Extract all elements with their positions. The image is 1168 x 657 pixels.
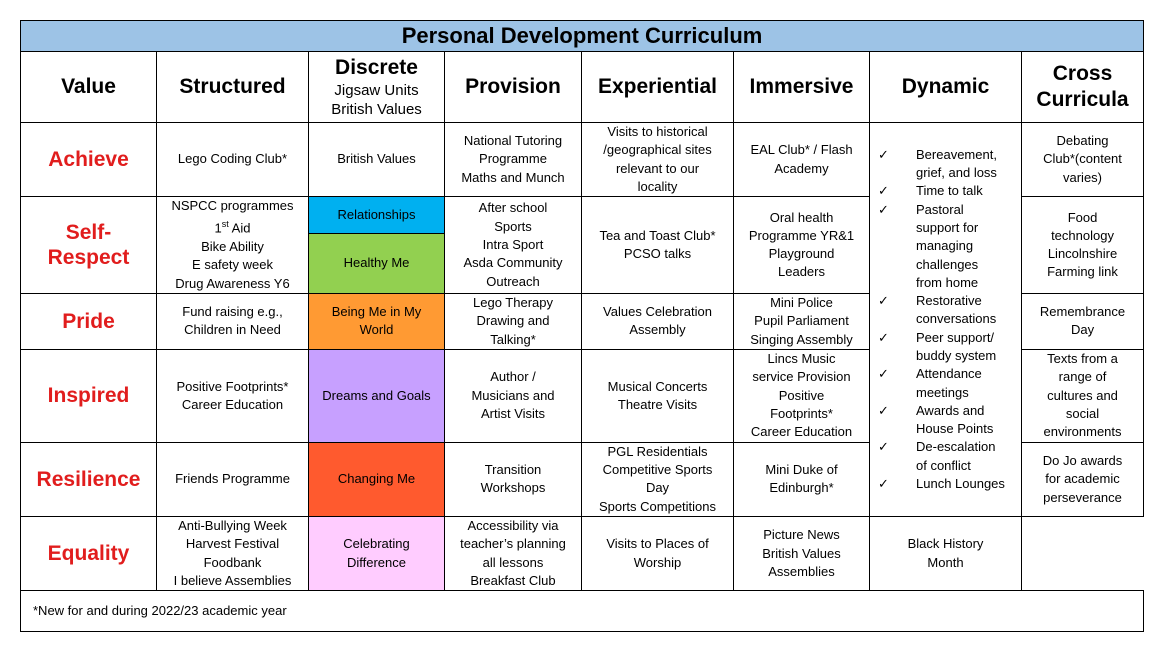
header-cross-line2: Curricula: [1036, 88, 1129, 111]
dynamic-list: [878, 146, 1017, 494]
cell-line: Pupil Parliament: [754, 313, 849, 329]
cell-line: Month: [927, 554, 964, 570]
cell-line: Foodbank: [203, 554, 262, 570]
cell-line: Bike Ability: [201, 239, 264, 255]
cell-line: EAL Club* / Flash: [750, 142, 853, 158]
list-item: [878, 201, 1017, 292]
check-icon: ✓: [878, 439, 889, 455]
list-item: [878, 365, 1017, 402]
cell-line: Children in Need: [184, 322, 281, 338]
cell-line: Singing Assembly: [750, 331, 853, 347]
check-icon: ✓: [878, 366, 889, 382]
cell-line: for academic: [1045, 471, 1120, 487]
immersive-cell: [734, 294, 870, 350]
cell-line: of conflict: [916, 457, 971, 473]
list-item: [878, 146, 1017, 183]
header-cross-line1: Cross: [1052, 62, 1113, 85]
cell-line: Self-: [65, 221, 112, 245]
value-cell: [21, 197, 157, 294]
list-item: [878, 475, 1017, 493]
cell-line: Respect: [47, 246, 130, 270]
structured-cell: [157, 517, 309, 591]
list-item: [878, 329, 1017, 366]
cell-line: Maths and Munch: [461, 169, 565, 185]
cell-line: PCSO talks: [623, 246, 692, 262]
cell-line: relevant to our: [615, 160, 700, 176]
cell-line: Values Celebration: [603, 304, 712, 320]
value-cell: Inspired: [21, 349, 157, 442]
cell-line: grief, and loss: [916, 165, 997, 181]
structured-cell: [157, 123, 309, 197]
cell-line: conversations: [916, 311, 997, 327]
cell-line: British Values: [762, 545, 841, 561]
cell-line: Restorative: [916, 293, 982, 309]
cell-line: Debating: [1056, 133, 1109, 149]
cell-line: Awards and: [916, 402, 985, 418]
cell-line: Drawing and: [476, 313, 550, 329]
cell-line: Playground: [768, 246, 835, 262]
cell-line: Outreach: [486, 273, 540, 289]
discrete-cell-healthy-me: Healthy Me: [309, 233, 445, 293]
cell-line: managing: [916, 238, 974, 254]
structured-cell: [157, 294, 309, 350]
list-item: [878, 182, 1017, 200]
cell-line: Assembly: [629, 322, 686, 338]
cell-line: perseverance: [1043, 489, 1122, 505]
curriculum-table: [20, 20, 1144, 632]
cell-line: Visits to Places of: [606, 536, 709, 552]
discrete-cell-celebrating-difference: [309, 517, 445, 591]
table-row-equality: [21, 517, 1144, 591]
cell-line: 1st Aid: [214, 219, 251, 236]
cell-line: House Points: [916, 421, 994, 437]
cell-line: Tea and Toast Club*: [599, 227, 716, 243]
header-dynamic: Dynamic: [870, 52, 1022, 123]
cell-line: locality: [637, 178, 678, 194]
structured-cell: [157, 442, 309, 516]
cell-line: Positive: [778, 387, 825, 403]
check-icon: ✓: [878, 201, 889, 217]
cell-line: service Provision: [752, 369, 851, 385]
list-item: [878, 292, 1017, 329]
cell-line: Mini Police: [770, 295, 833, 310]
cell-line: Transition: [484, 462, 542, 478]
cell-line: World: [359, 322, 394, 338]
cell-line: meetings: [916, 384, 969, 400]
provision-cell: [445, 123, 582, 197]
cell-line: environments: [1043, 424, 1122, 440]
cell-line: Being Me in My: [331, 304, 422, 320]
cell-line: Club*(content: [1043, 151, 1122, 167]
cell-line: Academy: [774, 160, 829, 176]
discrete-cell-dreams-goals: [309, 349, 445, 442]
cell-line: Footprints*: [770, 406, 833, 422]
provision-cell: [445, 349, 582, 442]
header-immersive: Immersive: [734, 52, 870, 123]
cell-line: Worship: [633, 554, 682, 570]
cell-line: challenges: [916, 256, 979, 272]
cell-line: Intra Sport: [482, 236, 544, 252]
cell-line: teacher’s planning: [460, 536, 566, 552]
experiential-cell: [582, 197, 734, 294]
header-discrete-title: Discrete: [335, 56, 418, 79]
discrete-cell-relationships: Relationships: [309, 197, 445, 233]
value-cell: Resilience: [21, 442, 157, 516]
cell-line: Peer support/: [916, 329, 995, 345]
cell-line: Fund raising e.g.,: [182, 304, 283, 320]
cell-line: Lincolnshire: [1047, 246, 1118, 262]
list-item: [878, 438, 1017, 475]
cell-line: Competitive Sports: [602, 462, 713, 478]
cell-line: Texts from a: [1047, 351, 1118, 367]
experiential-cell: [582, 349, 734, 442]
cell-line: Musical Concerts: [607, 378, 708, 394]
cell-line: Sports Competitions: [598, 498, 717, 514]
experiential-cell: [582, 123, 734, 197]
cell-line: Lego Coding Club*: [177, 151, 288, 167]
cross-curricula-cell: [1022, 349, 1144, 442]
cell-line: Drug Awareness Y6: [175, 275, 290, 291]
cell-line: Lincs Music: [767, 351, 836, 367]
cell-line: Picture News: [763, 527, 840, 543]
value-cell: Equality: [21, 517, 157, 591]
dynamic-cell: [870, 123, 1022, 517]
cell-line: Visits to historical: [607, 124, 708, 139]
cross-curricula-cell: [1022, 123, 1144, 197]
cell-line: Day: [645, 480, 670, 496]
cell-line: Harvest Festival: [185, 536, 280, 552]
cell-line: Accessibility via: [467, 518, 559, 534]
immersive-cell: [734, 197, 870, 294]
experiential-cell: [582, 442, 734, 516]
experiential-cell: [582, 294, 734, 350]
check-icon: ✓: [878, 183, 889, 199]
immersive-cell: [734, 123, 870, 197]
cell-line: Pastoral: [916, 201, 964, 217]
cell-line: from home: [916, 274, 979, 290]
footnote: *New for and during 2022/23 academic year: [21, 591, 1144, 632]
cell-line: Do Jo awards: [1042, 453, 1123, 469]
cell-line: PGL Residentials: [607, 443, 708, 459]
cell-line: Programme YR&1: [748, 227, 855, 243]
cell-line: Assemblies: [768, 563, 835, 579]
cell-line: Food: [1067, 209, 1098, 225]
discrete-cell: [309, 123, 445, 197]
check-icon: ✓: [878, 329, 889, 345]
cell-line: Dreams and Goals: [322, 387, 431, 403]
cell-line: Lego Therapy: [473, 295, 553, 310]
cell-line: social: [1065, 406, 1100, 422]
cell-line: Positive Footprints*: [176, 378, 289, 394]
cell-line: Remembrance: [1039, 304, 1126, 320]
cell-line: Edinburgh*: [769, 480, 834, 496]
cell-line: Changing Me: [337, 471, 416, 487]
cell-line: Day: [1070, 322, 1095, 338]
provision-cell: [445, 294, 582, 350]
cell-line: Talking*: [490, 331, 536, 347]
discrete-cell-changing-me: [309, 442, 445, 516]
cell-line: Farming link: [1047, 264, 1118, 280]
value-cell: Achieve: [21, 123, 157, 197]
cell-line: NSPCC programmes: [171, 198, 294, 214]
header-experiential: Experiential: [582, 52, 734, 123]
check-icon: ✓: [878, 402, 889, 418]
cell-line: range of: [1058, 369, 1107, 385]
cell-line: Black History: [907, 536, 984, 552]
cell-line: National Tutoring: [463, 133, 563, 149]
cell-line: Theatre Visits: [617, 396, 698, 412]
cell-line: Difference: [346, 554, 406, 570]
cell-line: I believe Assemblies: [173, 572, 292, 588]
cell-line: Anti-Bullying Week: [178, 518, 287, 534]
cell-line: Lunch Lounges: [916, 476, 1005, 492]
cell-line: After school: [478, 200, 548, 216]
cell-line: Leaders: [778, 264, 825, 280]
structured-cell: [157, 197, 309, 294]
cell-line: Celebrating: [343, 536, 410, 552]
cross-curricula-cell: [1022, 442, 1144, 516]
cross-curricula-cell: [1022, 294, 1144, 350]
provision-cell: [445, 517, 582, 591]
structured-cell: [157, 349, 309, 442]
cell-line: Friends Programme: [175, 471, 290, 487]
provision-cell: [445, 197, 582, 294]
check-icon: ✓: [878, 476, 889, 492]
cell-line: Author /: [490, 369, 536, 385]
cell-line: Workshops: [480, 480, 546, 496]
discrete-cell-being-me: [309, 294, 445, 350]
cell-line: Programme: [479, 151, 547, 167]
cell-line: support for: [916, 219, 979, 235]
cell-line: /geographical sites: [603, 142, 712, 158]
cell-line: Musicians and: [471, 387, 555, 403]
cell-line: Artist Visits: [480, 406, 546, 422]
header-structured: Structured: [157, 52, 309, 123]
immersive-cell: [734, 517, 870, 591]
cell-line: cultures and: [1047, 387, 1118, 403]
table-row-achieve: [21, 123, 1144, 197]
cell-line: Career Education: [181, 396, 284, 412]
immersive-cell: [734, 442, 870, 516]
cell-line: De-escalation: [916, 439, 996, 455]
cell-line: Breakfast Club: [470, 572, 556, 588]
header-cross-curricula: [1022, 52, 1144, 123]
cross-curricula-cell: [870, 517, 1022, 591]
value-cell: Pride: [21, 294, 157, 350]
experiential-cell: [582, 517, 734, 591]
cell-line: British Values: [337, 151, 416, 167]
header-discrete-sub2: British Values: [331, 101, 422, 118]
cell-line: E safety week: [192, 257, 273, 273]
cell-line: Attendance: [916, 366, 982, 382]
cell-line: Career Education: [750, 424, 853, 440]
cell-line: Sports: [494, 218, 532, 234]
cell-line: Time to talk: [916, 183, 983, 199]
cell-line: all lessons: [482, 554, 544, 570]
cell-line: Bereavement,: [916, 146, 997, 162]
header-discrete-sub1: Jigsaw Units: [334, 82, 419, 99]
cell-line: technology: [1051, 227, 1114, 243]
cell-line: buddy system: [916, 347, 997, 363]
cross-curricula-cell: [1022, 197, 1144, 294]
cell-line: Mini Duke of: [765, 462, 838, 478]
cell-line: Asda Community: [463, 255, 563, 271]
cell-line: Oral health: [769, 209, 834, 225]
provision-cell: [445, 442, 582, 516]
cell-line: varies): [1063, 169, 1103, 185]
immersive-cell: [734, 349, 870, 442]
check-icon: ✓: [878, 146, 889, 162]
list-item: [878, 402, 1017, 439]
header-provision: Provision: [445, 52, 582, 123]
page-title: Personal Development Curriculum: [21, 21, 1144, 52]
header-discrete: [309, 52, 445, 123]
check-icon: ✓: [878, 293, 889, 309]
header-value: Value: [21, 52, 157, 123]
